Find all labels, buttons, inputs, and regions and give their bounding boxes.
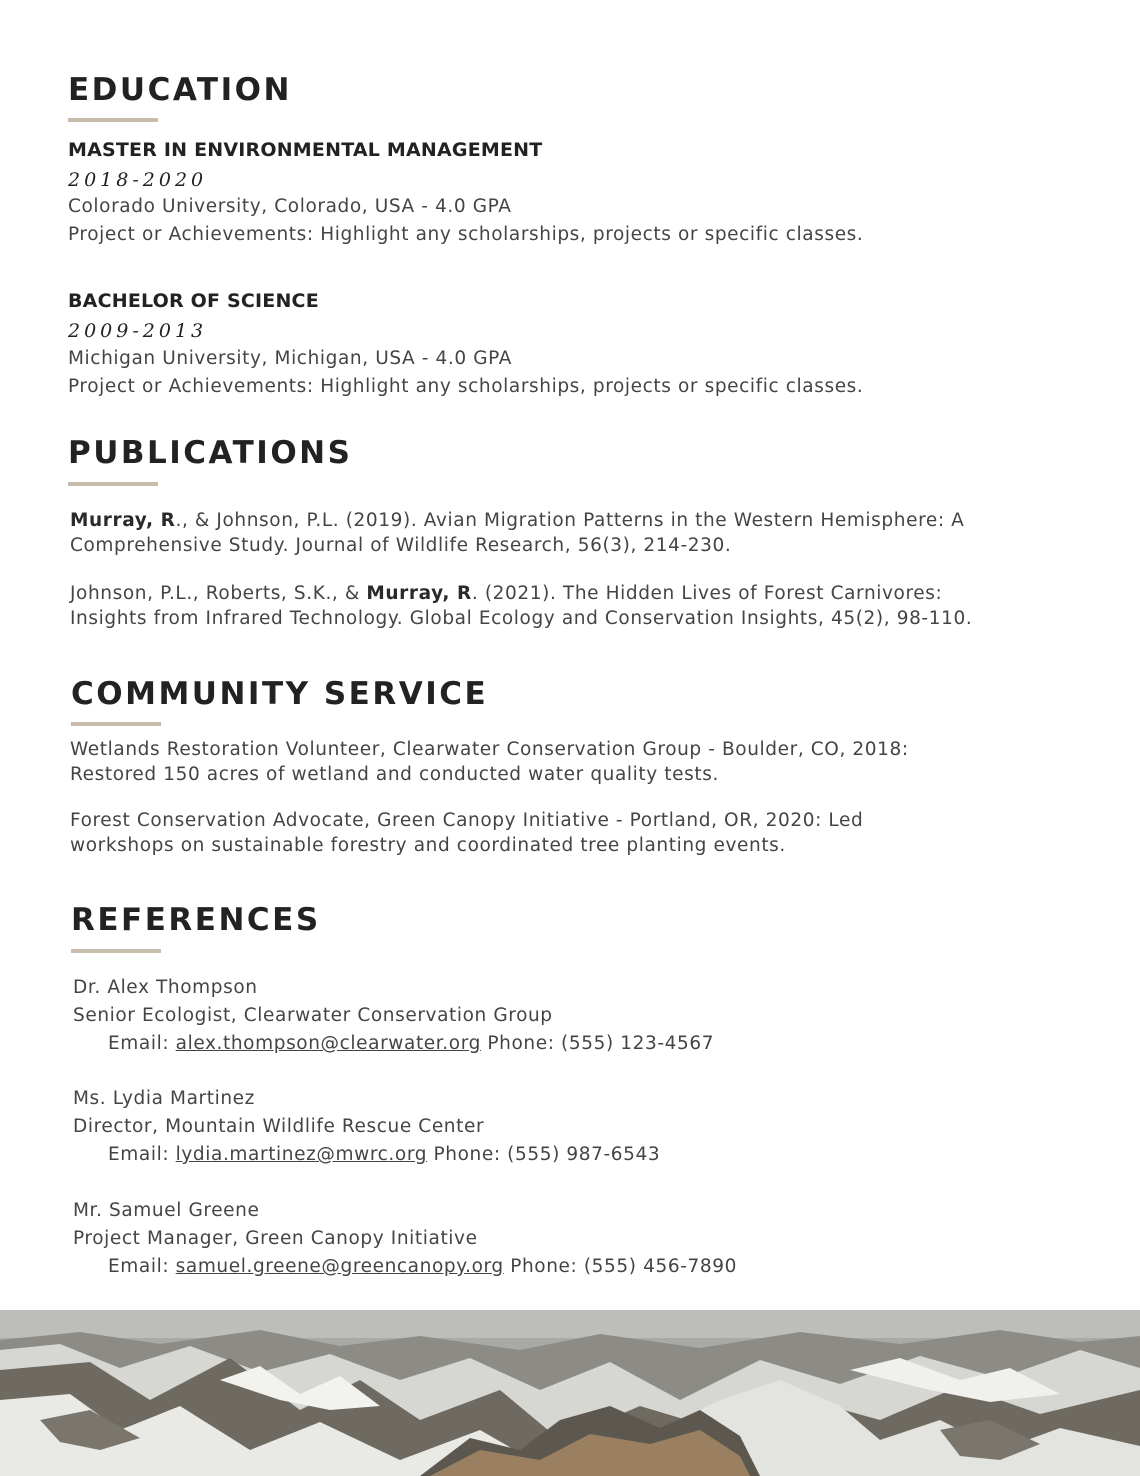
community-text: Forest Conservation Advocate, Green Canopy Initiative - Portland, OR, 2020: Led <box>70 810 864 831</box>
reference-name: Dr. Alex Thompson <box>73 977 258 998</box>
reference-contact <box>108 1033 714 1054</box>
publication-text: Comprehensive Study. Journal of Wildlife Research, 56(3), 214-230. <box>70 535 732 556</box>
community-text: Restored 150 acres of wetland and conducted water quality tests. <box>70 764 719 785</box>
degree-years: 2009-2013 <box>68 320 208 342</box>
email-label: Email: <box>108 1144 176 1165</box>
publications-rule <box>68 482 158 486</box>
degree-school: Colorado University, Colorado, USA - 4.0 GPA <box>68 196 512 217</box>
reference-role: Senior Ecologist, Clearwater Conservation Group <box>73 1005 553 1026</box>
education-heading: EDUCATION <box>68 72 292 108</box>
reference-contact <box>108 1144 660 1165</box>
community-item <box>70 737 909 787</box>
degree-details: Project or Achievements: Highlight any scholarships, projects or specific classes. <box>68 376 864 397</box>
reference-role: Project Manager, Green Canopy Initiative <box>73 1228 478 1249</box>
references-heading: REFERENCES <box>71 902 321 938</box>
publication-text: ., & Johnson, P.L. (2019). Avian Migration Patterns in the Western Hemisphere: A <box>175 510 965 531</box>
reference-role: Director, Mountain Wildlife Rescue Center <box>73 1116 485 1137</box>
publication-text: . (2021). The Hidden Lives of Forest Carnivores: <box>471 583 943 604</box>
community-heading: COMMUNITY SERVICE <box>71 676 489 712</box>
publication-item <box>70 508 964 558</box>
email-label: Email: <box>108 1033 176 1054</box>
community-text: Wetlands Restoration Volunteer, Clearwater Conservation Group - Boulder, CO, 2018: <box>70 739 909 760</box>
phone-label: Phone: <box>480 1033 562 1054</box>
degree-school: Michigan University, Michigan, USA - 4.0 GPA <box>68 348 512 369</box>
publications-heading: PUBLICATIONS <box>68 435 353 471</box>
reference-phone: (555) 987-6543 <box>507 1144 661 1165</box>
publication-author-bold: Murray, R <box>366 583 472 604</box>
degree-details: Project or Achievements: Highlight any scholarships, projects or specific classes. <box>68 224 864 245</box>
degree-title: BACHELOR OF SCIENCE <box>68 290 319 312</box>
publication-item <box>70 581 972 631</box>
references-rule <box>71 949 161 953</box>
email-label: Email: <box>108 1256 176 1277</box>
phone-label: Phone: <box>503 1256 584 1277</box>
education-rule <box>68 118 158 122</box>
mountain-banner-image <box>0 1310 1140 1476</box>
reference-email-link[interactable]: samuel.greene@greencanopy.org <box>175 1256 504 1277</box>
publication-text: Johnson, P.L., Roberts, S.K., & <box>70 583 367 604</box>
community-rule <box>71 722 161 726</box>
degree-title: MASTER IN ENVIRONMENTAL MANAGEMENT <box>68 139 543 161</box>
reference-email-link[interactable]: lydia.martinez@mwrc.org <box>175 1144 428 1165</box>
reference-name: Mr. Samuel Greene <box>73 1200 260 1221</box>
reference-phone: (555) 123-4567 <box>561 1033 715 1054</box>
publication-author-bold: Murray, R <box>70 510 176 531</box>
degree-years: 2018-2020 <box>68 169 208 191</box>
community-text: workshops on sustainable forestry and coordinated tree planting events. <box>70 835 786 856</box>
reference-contact <box>108 1256 737 1277</box>
phone-label: Phone: <box>427 1144 508 1165</box>
reference-email-link[interactable]: alex.thompson@clearwater.org <box>175 1033 481 1054</box>
community-item <box>70 808 863 858</box>
reference-name: Ms. Lydia Martinez <box>73 1088 255 1109</box>
publication-text: Insights from Infrared Technology. Global Ecology and Conservation Insights, 45(2), 98-110. <box>70 608 973 629</box>
reference-phone: (555) 456-7890 <box>583 1256 737 1277</box>
